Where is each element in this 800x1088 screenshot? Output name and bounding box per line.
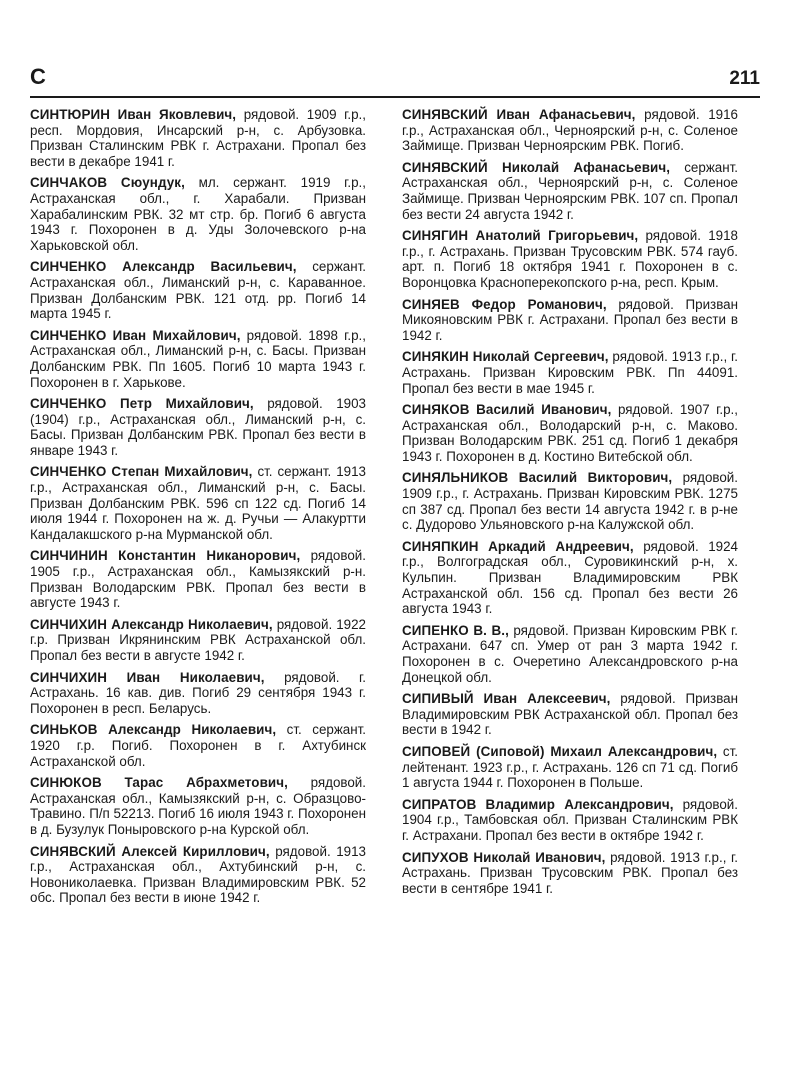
entry-name: СИПИВЫЙ Иван Алексеевич, <box>402 691 611 707</box>
entry-text: рядовой. 1898 г.р., Астраханская обл., Лиманский р-н, с. Басы. Призван Долбанским РВК. Пп 1605. Погиб 10 марта 1943 г. Похоронен в г. Харькове. <box>30 327 366 390</box>
entry-name: СИНЧАКОВ Сюундук, <box>30 175 185 191</box>
entry-text: рядовой. 1904 г.р., Тамбовская обл. Призван Сталинским РВК г. Астрахани. Пропал без вести в октябре 1942 г. <box>402 796 739 843</box>
entry-name: СИНЯВСКИЙ Иван Афанасьевич, <box>402 107 636 122</box>
entry <box>30 464 366 542</box>
section-letter: С <box>30 64 46 89</box>
entry-name: СИНЯЕВ Федор Романович, <box>402 296 607 312</box>
entry <box>402 797 738 844</box>
entry <box>402 623 738 685</box>
entry-text: рядовой. 1905 г.р., Астраханская обл., Камызякский р-н. Призван Володарским РВК. Пропал без вести в августе 1943 г. <box>30 548 366 611</box>
entry-text: рядовой. 1922 г.р. Призван Икрянинским РВК Астраханской обл. Пропал без вести в августе 1942 г. <box>30 616 366 663</box>
entry-text: рядовой. 1907 г.р., Астраханская обл., Володарский р-н, с. Маково. Призван Володарским РВК. 251 сд. Погиб 1 декабря 1943 г. Похоронен в д. Костино Витебской обл. <box>402 402 738 464</box>
entry <box>402 744 738 791</box>
entry-text: ст. сержант. 1913 г.р., Астраханская обл., Лиманский р-н, с. Басы. Призван Долбанским РВК. 596 сп 122 сд. Погиб 14 июля 1944 г. Похоронен на ж. д. Ручьи — Алакуртти Кандалакшского р-на Мурманской обл. <box>30 464 366 542</box>
entry-text: ст. сержант. 1920 г.р. Погиб. Похоронен в г. Ахтубинск Астраханской обл. <box>30 722 367 769</box>
entry-name: СИПЕНКО В. В., <box>402 622 509 638</box>
page-number: 211 <box>729 68 760 89</box>
entry <box>402 160 738 222</box>
entry <box>402 297 738 344</box>
entry-name: СИНЯВСКИЙ Николай Афанасьевич, <box>402 159 671 175</box>
entry-name: СИНЧИНИН Константин Никанорович, <box>30 548 301 564</box>
entry-name: СИНЬКОВ Александр Николаевич, <box>30 722 277 738</box>
entry-name: СИНЯКИН Николай Сергеевич, <box>402 349 609 365</box>
entry-text: рядовой. 1913 г.р., Астраханская обл., Ахтубинский р-н, с. Новониколаевка. Призван Владимировским РВК. 52 обс. Пропал без вести в июне 1942 г. <box>30 843 367 906</box>
entry <box>30 722 366 769</box>
entry <box>402 470 738 532</box>
entry-text: рядовой. 1909 г.р., респ. Мордовия, Инсарский р-н, с. Арбузовка. Призван Сталинским РВК г. Астрахани. Пропал без вести в декабре 1941 г. <box>30 107 366 169</box>
entry-text: рядовой. Призван Микояновским РВК г. Астрахани. Пропал без вести в 1942 г. <box>402 296 738 343</box>
entry <box>30 328 366 390</box>
entry-name: СИПОВЕЙ (Сиповой) Михаил Александрович, <box>402 743 718 759</box>
entry <box>402 349 738 396</box>
entry-name: СИНЧИХИН Александр Николаевич, <box>30 616 273 632</box>
entry-text: сержант. Астраханская обл., Лиманский р-н, с. Караванное. Призван Долбанским РВК. 121 отд. рр. Погиб 14 марта 1945 г. <box>30 259 366 322</box>
entry-name: СИНЧЕНКО Петр Михайлович, <box>30 396 254 412</box>
entry <box>30 396 366 458</box>
entry-text: сержант. Астраханская обл., Черноярский р-н, с. Соленое Займище. Призван Черноярским РВК. 107 сп. Пропал без вести 24 августа 1942 г. <box>402 159 738 222</box>
entry-name: СИНЧЕНКО Иван Михайлович, <box>30 327 241 343</box>
entry-name: СИПРАТОВ Владимир Александрович, <box>402 796 674 812</box>
entry-name: СИНЯКОВ Василий Иванович, <box>402 402 612 418</box>
left-column <box>30 107 366 912</box>
entry <box>402 691 738 738</box>
entry <box>30 775 366 837</box>
entry <box>30 617 366 664</box>
entry-name: СИНЯПКИН Аркадий Андреевич, <box>402 538 634 554</box>
entry-text: рядовой. г. Астрахань. 16 кав. див. Погиб 29 сентября 1943 г. Похоронен в респ. Беларусь. <box>30 669 366 716</box>
entry-text: рядовой. 1913 г.р., г. Астрахань. Призван Трусовским РВК. Пропал без вести в сентябре 1941 г. <box>402 849 739 896</box>
entry <box>30 107 366 169</box>
header-rule <box>30 96 760 98</box>
entry-name: СИНЧЕНКО Александр Васильевич, <box>30 259 297 275</box>
entry-name: СИНЧЕНКО Степан Михайлович, <box>30 464 253 480</box>
entry <box>402 107 738 154</box>
entry-text: рядовой. 1916 г.р., Астраханская обл., Черноярский р-н, с. Соленое Займище. Призван Черноярским РВК. Погиб. <box>402 107 738 154</box>
entry <box>30 548 366 610</box>
entry <box>30 259 366 321</box>
entry-text: рядовой. 1913 г.р., г. Астрахань. Призван Кировским РВК. Пп 44091. Пропал без вести в мае 1945 г. <box>402 349 738 396</box>
entry-text: рядовой. Астраханская обл., Камызякский р-н, с. Образцово-Травино. П/п 52213. Погиб 16 июля 1943 г. Похоронен в д. Бузулук Поныровского р-на Курской обл. <box>30 775 367 837</box>
entry-name: СИНЯГИН Анатолий Григорьевич, <box>402 228 639 244</box>
entry-text: мл. сержант. 1919 г.р., Астраханская обл., г. Харабали. Призван Харабалинским РВК. 32 мт стр. бр. Погиб 6 августа 1943 г. Похоронен в д. Уды Золочевского р-на Харьковской обл. <box>30 175 366 253</box>
entry <box>30 670 366 717</box>
entry-text: рядовой. 1909 г.р., г. Астрахань. Призван Кировским РВК. 1275 сп 387 сд. Пропал без вести 14 августа 1942 г. в р-не с. Дудорово Ульяновского р-на Калужской обл. <box>402 470 739 533</box>
entry <box>402 850 738 897</box>
entry-text: рядовой. 1924 г.р., Волгоградская обл., Суровикинский р-н, х. Кульпин. Призван Владимировским РВК Астраханской обл. 156 сд. Пропал без вести 26 августа 1943 г. <box>402 538 739 617</box>
entry-text: ст. лейтенант. 1923 г.р., г. Астрахань. 126 сп 71 сд. Погиб 1 августа 1944 г. Похоронен в Польше. <box>402 743 738 791</box>
entry <box>402 228 738 290</box>
entry <box>402 402 738 464</box>
entry-name: СИНТЮРИН Иван Яковлевич, <box>30 107 237 122</box>
entry-text: рядовой. Призван Владимировским РВК Астраханской обл. Пропал без вести в 1942 г. <box>402 691 739 738</box>
entry-name: СИНЯЛЬНИКОВ Василий Викторович, <box>402 470 673 486</box>
entry <box>30 175 366 253</box>
entry-name: СИНЧИХИН Иван Николаевич, <box>30 669 265 685</box>
entry-text: рядовой. 1903 (1904) г.р., Астраханская обл., Лиманский р-н, с. Басы. Призван Долбанским РВК. Пропал без вести в январе 1943 г. <box>30 396 366 458</box>
entry-text: рядовой. 1918 г.р., г. Астрахань. Призван Трусовским РВК. 574 гауб. арт. п. Погиб 18 октября 1941 г. Похоронен в с. Воронцовка Красноперекопского р-на, респ. Крым. <box>402 228 739 290</box>
entry-name: СИПУХОВ Николай Иванович, <box>402 849 606 865</box>
entry <box>402 539 738 617</box>
entry-name: СИНЯВСКИЙ Алексей Кириллович, <box>30 843 270 859</box>
right-column <box>402 107 738 902</box>
entry-name: СИНЮКОВ Тарас Абрахметович, <box>30 775 288 791</box>
entry-text: рядовой. Призван Кировским РВК г. Астрахани. 647 сп. Умер от ран 3 марта 1942 г. Похоронен в с. Очеретино Александровского р-на Донецкой обл. <box>402 622 739 685</box>
page-header <box>30 58 760 98</box>
entry <box>30 844 366 906</box>
